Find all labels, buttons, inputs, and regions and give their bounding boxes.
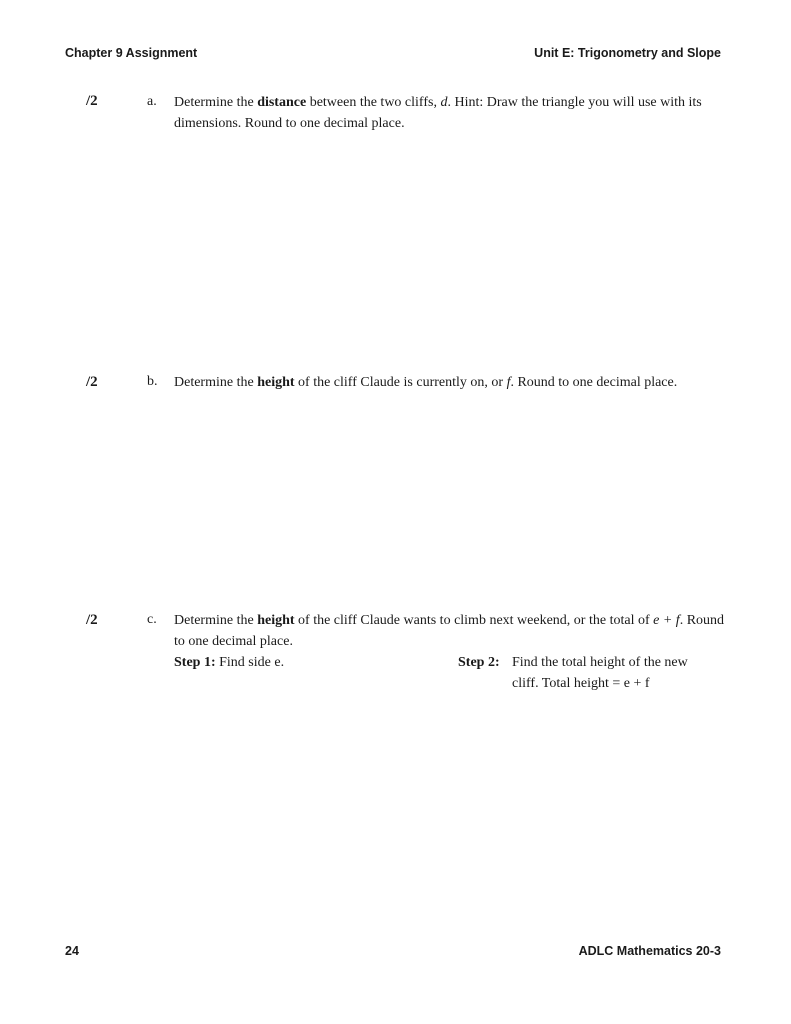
step-2-label: Step 2:	[458, 655, 500, 670]
question-b-text: Determine the height of the cliff Claude is currently on, or f. Round to one decimal place.	[174, 375, 678, 390]
header-unit: Unit E: Trigonometry and Slope	[534, 46, 721, 60]
question-a-label: a.	[147, 94, 157, 109]
question-c-label: c.	[147, 612, 157, 627]
step-2-line-2: cliff. Total height = e + f	[512, 676, 650, 691]
header-chapter: Chapter 9 Assignment	[65, 46, 198, 60]
question-a-text: Determine the distance between the two cliffs, d. Hint: Draw the triangle you will use with its dimensions. Round to one decimal place.	[174, 95, 702, 131]
page-number: 24	[65, 944, 79, 958]
question-b-marks: /2	[86, 374, 98, 390]
question-c-text: Determine the height of the cliff Claude wants to climb next weekend, or the total of e + f. Round to one decimal place.	[174, 613, 725, 649]
footer-course: ADLC Mathematics 20-3	[578, 944, 721, 958]
step-1: Step 1: Find side e.	[174, 655, 285, 670]
question-c-marks: /2	[86, 612, 98, 628]
step-2-line-1: Find the total height of the new	[512, 655, 688, 670]
question-b-label: b.	[147, 374, 158, 389]
question-a-marks: /2	[86, 93, 98, 109]
